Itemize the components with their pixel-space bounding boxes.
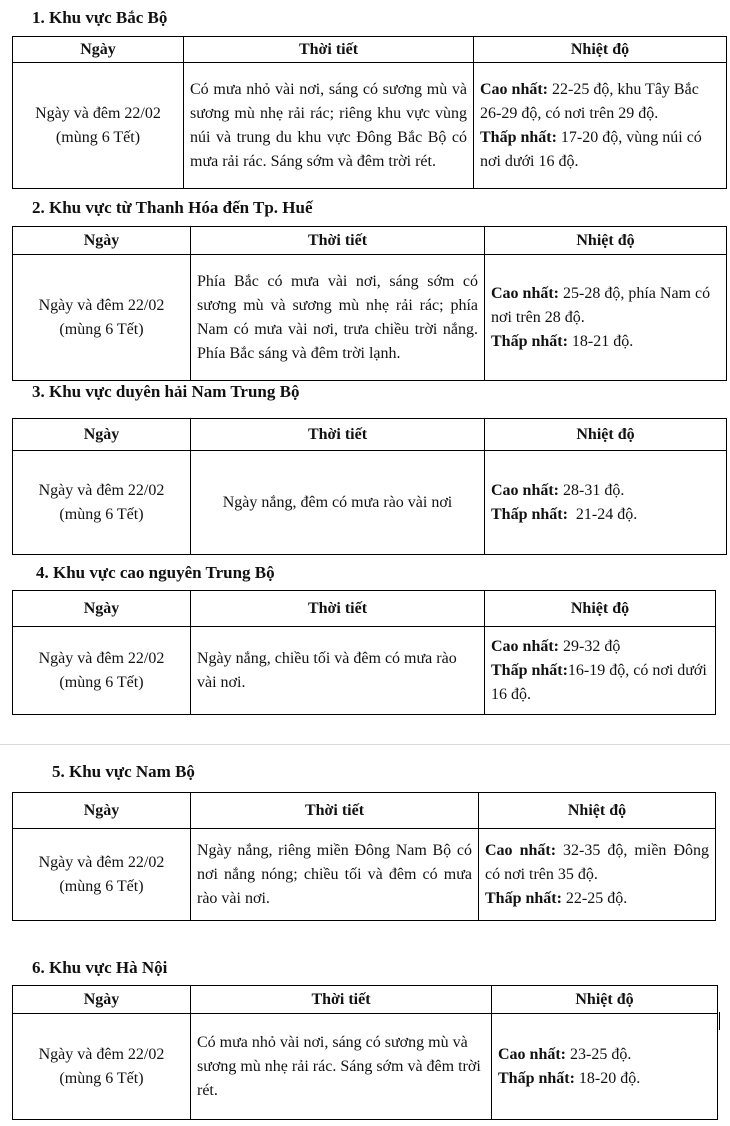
date-line: Ngày và đêm 22/02 xyxy=(38,853,165,871)
date-cell xyxy=(13,63,184,189)
section-title: 3. Khu vực duyên hải Nam Trung Bộ xyxy=(32,382,300,401)
header-date: Ngày xyxy=(13,591,191,627)
max-value: 28-31 độ. xyxy=(559,481,625,499)
section-title: 6. Khu vực Hà Nội xyxy=(32,958,168,977)
max-label: Cao nhất: xyxy=(491,481,560,499)
max-value: 29-32 độ xyxy=(559,637,621,655)
max-label: Cao nhất: xyxy=(491,284,560,302)
date-subline: (mùng 6 Tết) xyxy=(55,128,141,146)
max-value: 22-25 độ, khu Tây Bắc 26-29 độ, có nơi trên 29 độ. xyxy=(480,80,699,122)
min-value: 16-19 độ, có nơi dưới 16 độ. xyxy=(491,661,707,703)
date-line: Ngày và đêm 22/02 xyxy=(38,1045,165,1063)
date-subline: (mùng 6 Tết) xyxy=(59,877,144,895)
section-title: 4. Khu vực cao nguyên Trung Bộ xyxy=(36,563,275,582)
temp-cell xyxy=(479,829,716,921)
temp-cell xyxy=(485,451,727,555)
date-subline: (mùng 6 Tết) xyxy=(59,320,144,338)
date-cell xyxy=(13,829,191,921)
header-date: Ngày xyxy=(13,37,184,63)
forecast-table xyxy=(12,418,727,555)
header-temp: Nhiệt độ xyxy=(485,591,716,627)
header-date: Ngày xyxy=(13,419,191,451)
forecast-table xyxy=(12,985,718,1120)
date-line: Ngày và đêm 22/02 xyxy=(38,649,165,667)
page-break-divider xyxy=(0,744,730,745)
header-temp: Nhiệt độ xyxy=(492,986,718,1014)
header-temp: Nhiệt độ xyxy=(485,227,727,255)
header-temp: Nhiệt độ xyxy=(485,419,727,451)
weather-cell: Phía Bắc có mưa vài nơi, sáng sớm có sương mù và sương mù nhẹ rải rác; phía Nam có mưa vài nơi, trưa chiều trời nắng. Phía Bắc sáng và đêm trời lạnh. xyxy=(191,255,485,381)
max-value: 32-35 độ, miền Đông có nơi trên 35 độ. xyxy=(485,841,709,883)
date-line: Ngày và đêm 22/02 xyxy=(38,481,165,499)
weather-cell: Ngày nắng, chiều tối và đêm có mưa rào vài nơi. xyxy=(191,627,485,715)
min-label: Thấp nhất: xyxy=(491,332,568,350)
weather-cell: Có mưa nhỏ vài nơi, sáng có sương mù và sương mù nhẹ rải rác. Sáng sớm và đêm trời rét. xyxy=(191,1014,492,1120)
header-weather: Thời tiết xyxy=(191,793,479,829)
forecast-table xyxy=(12,792,716,921)
weather-cell: Ngày nắng, đêm có mưa rào vài nơi xyxy=(191,451,485,555)
weather-cell: Ngày nắng, riêng miền Đông Nam Bộ có nơi nắng nóng; chiều tối và đêm có mưa rào vài nơi. xyxy=(191,829,479,921)
max-label: Cao nhất: xyxy=(498,1045,567,1063)
section-title: 1. Khu vực Bắc Bộ xyxy=(32,8,168,27)
min-value: 17-20 độ, vùng núi có nơi dưới 16 độ. xyxy=(480,128,702,170)
min-label: Thấp nhất: xyxy=(491,661,568,679)
forecast-table xyxy=(12,36,727,189)
text-cursor xyxy=(719,1012,720,1030)
date-cell xyxy=(13,1014,191,1120)
header-date: Ngày xyxy=(13,986,191,1014)
forecast-table xyxy=(12,226,727,381)
header-date: Ngày xyxy=(13,793,191,829)
min-value: 18-21 độ. xyxy=(567,332,634,350)
min-value: 21-24 độ. xyxy=(567,505,638,523)
section-title: 5. Khu vực Nam Bộ xyxy=(52,762,195,781)
header-weather: Thời tiết xyxy=(191,419,485,451)
min-label: Thấp nhất: xyxy=(485,889,562,907)
forecast-table xyxy=(12,590,716,715)
max-label: Cao nhất: xyxy=(485,841,557,859)
min-label: Thấp nhất: xyxy=(498,1069,575,1087)
date-line: Ngày và đêm 22/02 xyxy=(38,296,165,314)
header-weather: Thời tiết xyxy=(191,591,485,627)
temp-cell xyxy=(485,255,727,381)
temp-cell xyxy=(492,1014,718,1120)
date-subline: (mùng 6 Tết) xyxy=(59,1069,144,1087)
section-title: 2. Khu vực từ Thanh Hóa đến Tp. Huế xyxy=(32,198,313,217)
min-label: Thấp nhất: xyxy=(480,128,557,146)
max-label: Cao nhất: xyxy=(480,80,549,98)
temp-cell xyxy=(474,63,727,189)
date-cell xyxy=(13,255,191,381)
max-value: 25-28 độ, phía Nam có nơi trên 28 độ. xyxy=(491,284,711,326)
header-weather: Thời tiết xyxy=(191,986,492,1014)
header-weather: Thời tiết xyxy=(191,227,485,255)
min-label: Thấp nhất: xyxy=(491,505,568,523)
date-subline: (mùng 6 Tết) xyxy=(59,505,144,523)
header-date: Ngày xyxy=(13,227,191,255)
min-value: 22-25 độ. xyxy=(561,889,628,907)
date-cell xyxy=(13,451,191,555)
header-weather: Thời tiết xyxy=(184,37,474,63)
weather-cell: Có mưa nhỏ vài nơi, sáng có sương mù và sương mù nhẹ rải rác; riêng khu vực vùng núi và trung du khu vực Đông Bắc Bộ có mưa rải rác. Sáng sớm và đêm trời rét. xyxy=(184,63,474,189)
temp-cell xyxy=(485,627,716,715)
min-value: 18-20 độ. xyxy=(574,1069,641,1087)
max-value: 23-25 độ. xyxy=(566,1045,632,1063)
header-temp: Nhiệt độ xyxy=(479,793,716,829)
date-subline: (mùng 6 Tết) xyxy=(59,673,144,691)
max-label: Cao nhất: xyxy=(491,637,560,655)
date-cell xyxy=(13,627,191,715)
date-line: Ngày và đêm 22/02 xyxy=(35,104,161,122)
header-temp: Nhiệt độ xyxy=(474,37,727,63)
